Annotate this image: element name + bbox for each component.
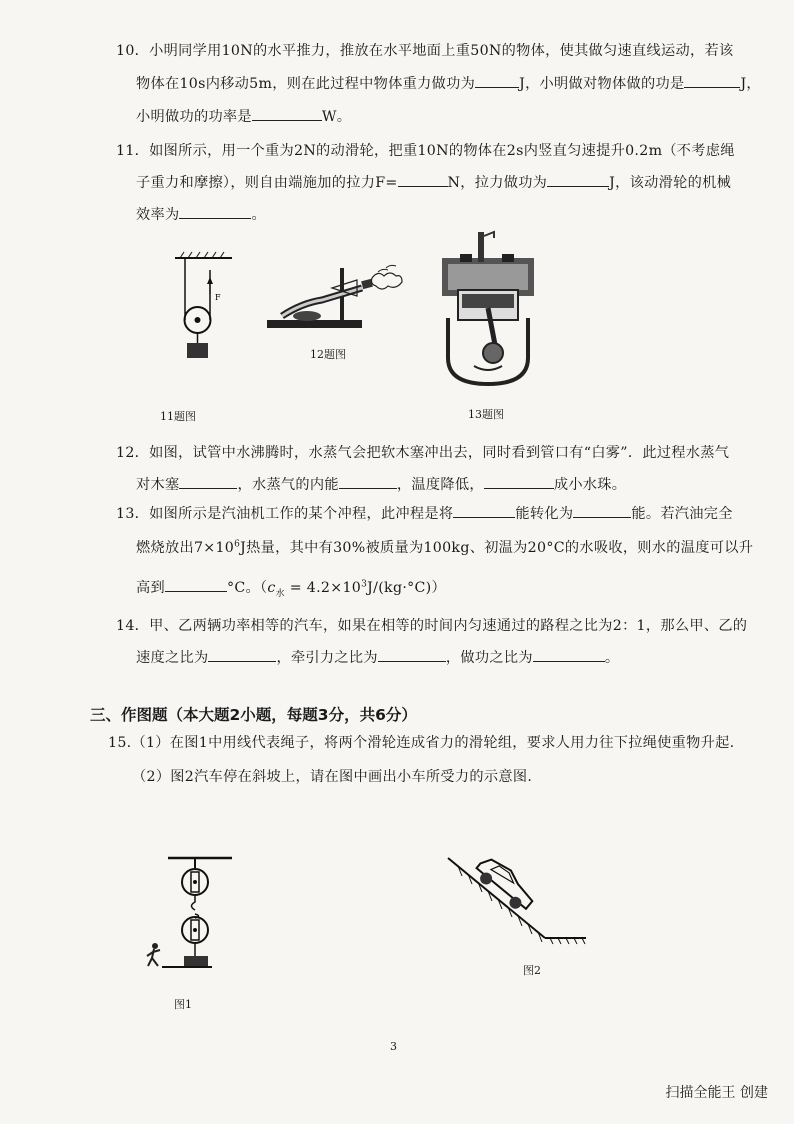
q10-text: J，: [740, 76, 761, 93]
scanner-watermark: 扫描全能王 创建: [665, 1085, 768, 1101]
q14-line2: [136, 647, 619, 667]
q11-blank-3[interactable]: [179, 204, 251, 219]
q12-text: 对木塞: [136, 477, 180, 494]
q10-blank-2[interactable]: [684, 73, 740, 88]
fig13-caption: 13题图: [468, 408, 504, 421]
q12-text: 成小水珠。: [553, 477, 627, 494]
q13-text: = 4.2×10: [284, 580, 362, 597]
q13-text: 能。若汽油完全: [631, 506, 733, 523]
q13-text: 能转化为: [515, 506, 574, 523]
q11-text: N，拉力做功为: [447, 175, 548, 192]
fig11-caption: 11题图: [160, 410, 196, 423]
fig11-force-label: F: [215, 293, 221, 302]
q15-line2: （2）图2汽车停在斜坡上，请在图中画出小车所受力的示意图.: [132, 769, 533, 785]
q14-text: 速度之比为: [136, 650, 209, 667]
q13-text: J热量，其中有30%被质量为100kg、初温为20°C的水吸收，则水的温度可以升: [240, 540, 754, 556]
q13-text: J/(kg·°C)）: [367, 580, 447, 597]
q13-blank-2[interactable]: [573, 503, 631, 518]
q13-line1: [116, 503, 733, 523]
q14-blank-3[interactable]: [533, 647, 605, 662]
q13-blank-3[interactable]: [165, 577, 227, 592]
fig2-car-on-slope-diagram: [440, 850, 590, 945]
q13-line2: [136, 537, 753, 557]
q13-text: °C。（: [226, 580, 268, 597]
q10-text: W。: [321, 109, 352, 126]
q11-line3: [136, 204, 266, 224]
q13-line3: [136, 577, 446, 599]
q13-text: 13．如图所示是汽油机工作的某个冲程，此冲程是将: [116, 506, 454, 523]
q11-text: 。: [251, 207, 266, 224]
q14-blank-1[interactable]: [208, 647, 276, 662]
q11-text: J，该动滑轮的机械: [609, 175, 732, 192]
q14-text: ，牵引力之比为: [276, 650, 378, 667]
q10-line1: 10．小明同学用10N的水平推力，推放在水平地面上重50N的物体，使其做匀速直线运动，若该: [116, 43, 734, 59]
q12-line1: 12．如图，试管中水沸腾时，水蒸气会把软木塞冲出去，同时看到管口有“白雾”．此过程水蒸气: [116, 445, 730, 461]
q14-text: 。: [604, 650, 620, 667]
q14-line1: 14．甲、乙两辆功率相等的汽车，如果在相等的时间内匀速通过的路程之比为2：1，那么甲、乙的: [116, 618, 748, 634]
q11-line1: 11．如图所示，用一个重为2N的动滑轮，把重10N的物体在2s内竖直匀速提升0.2m（不考虑绳: [116, 143, 735, 159]
page-number: 3: [390, 1040, 397, 1053]
q13-text: 燃烧放出7×10: [136, 540, 235, 556]
section-heading: 三、作图题（本大题2小题，每题3分，共6分）: [90, 706, 417, 724]
fig12-caption: 12题图: [310, 348, 346, 361]
fig1-pulley-system-diagram: [140, 850, 240, 990]
q14-blank-2[interactable]: [378, 647, 446, 662]
q12-blank-2[interactable]: [339, 474, 397, 489]
q11-text: 效率为: [136, 207, 180, 224]
q10-text: J，小明做对物体做的功是: [519, 76, 685, 93]
fig12-test-tube-diagram: [262, 258, 412, 338]
fig2-caption: 图2: [523, 964, 541, 977]
q14-text: ，做功之比为: [445, 650, 533, 667]
q13-text: 高到: [136, 580, 165, 597]
q10-line3: [136, 106, 351, 126]
q10-blank-1[interactable]: [475, 73, 519, 88]
q10-text: 小明做功的功率是: [136, 109, 252, 126]
q12-text: ，温度降低，: [396, 477, 484, 494]
q15-line1: 15.（1）在图1中用线代表绳子，将两个滑轮连成省力的滑轮组，要求人用力往下拉绳使重物升起.: [108, 735, 735, 751]
q12-text: ，水蒸气的内能: [237, 477, 339, 494]
q13-subscript: 水: [275, 589, 285, 600]
q11-blank-1[interactable]: [398, 172, 448, 187]
q10-line2: [136, 73, 761, 93]
q13-blank-1[interactable]: [453, 503, 515, 518]
q11-line2: [136, 172, 731, 192]
fig1-caption: 图1: [174, 998, 192, 1011]
q13-exponent: 6: [234, 539, 241, 550]
q11-text: 子重力和摩擦），则自由端施加的拉力F=: [136, 175, 398, 192]
q10-blank-3[interactable]: [252, 106, 322, 121]
q11-blank-2[interactable]: [547, 172, 609, 187]
q13-exponent: 3: [361, 579, 368, 590]
fig11-pulley-diagram: [170, 250, 240, 370]
q12-blank-1[interactable]: [179, 474, 237, 489]
q12-line2: [136, 474, 626, 494]
q10-text: 物体在10s内移动5m，则在此过程中物体重力做功为: [136, 76, 476, 93]
fig13-engine-diagram: [438, 228, 538, 390]
q13-specific-heat-symbol: c: [267, 580, 276, 597]
q12-blank-3[interactable]: [484, 474, 554, 489]
